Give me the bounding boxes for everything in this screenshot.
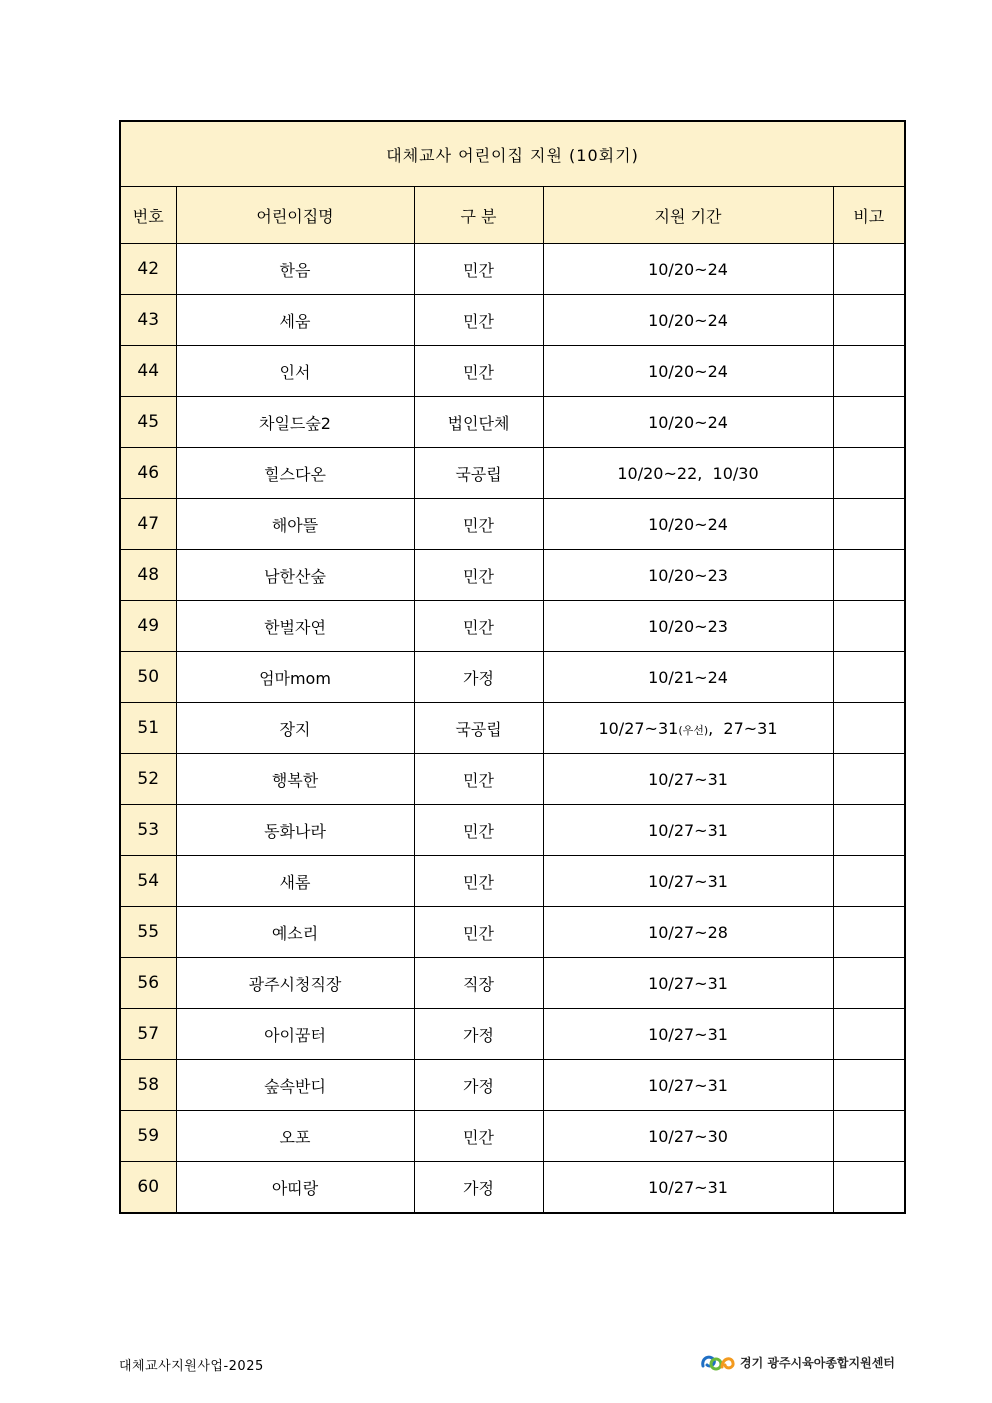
- row-number: 43: [120, 295, 176, 346]
- table-row: [120, 1060, 905, 1111]
- row-note: [833, 346, 905, 397]
- row-name: 장지: [176, 703, 414, 754]
- row-note: [833, 397, 905, 448]
- row-period: 10/21~24: [543, 652, 833, 703]
- row-name: 동화나라: [176, 805, 414, 856]
- row-number: 50: [120, 652, 176, 703]
- row-note: [833, 805, 905, 856]
- row-name: 남한산숲: [176, 550, 414, 601]
- footer-org-name: 경기 광주시육아종합지원센터: [740, 1355, 895, 1370]
- row-name: 해아뜰: [176, 499, 414, 550]
- row-number: 45: [120, 397, 176, 448]
- row-name: 한음: [176, 244, 414, 295]
- row-note: [833, 601, 905, 652]
- row-name: 엄마mom: [176, 652, 414, 703]
- row-name: 차일드숲2: [176, 397, 414, 448]
- row-number: 60: [120, 1162, 176, 1214]
- table-header-row: [120, 187, 905, 244]
- row-period: 10/27~31: [543, 754, 833, 805]
- row-period-note: (우선): [678, 723, 709, 737]
- row-name: 아이꿈터: [176, 1009, 414, 1060]
- table-row: [120, 601, 905, 652]
- footer-organization: [700, 1352, 895, 1372]
- row-type: 민간: [414, 601, 543, 652]
- row-type: 법인단체: [414, 397, 543, 448]
- row-type: 가정: [414, 1162, 543, 1214]
- row-name: 예소리: [176, 907, 414, 958]
- row-number: 58: [120, 1060, 176, 1111]
- table-row: [120, 805, 905, 856]
- column-header-name: 어린이집명: [176, 187, 414, 244]
- row-period: 10/27~31: [543, 856, 833, 907]
- row-number: 48: [120, 550, 176, 601]
- table-row: [120, 295, 905, 346]
- column-header-period: 지원 기간: [543, 187, 833, 244]
- row-name: 광주시청직장: [176, 958, 414, 1009]
- column-header-note: 비고: [833, 187, 905, 244]
- table-row: [120, 652, 905, 703]
- row-type: 국공립: [414, 448, 543, 499]
- row-period: 10/27~28: [543, 907, 833, 958]
- row-type: 직장: [414, 958, 543, 1009]
- row-period: 10/20~24: [543, 499, 833, 550]
- column-header-type: 구 분: [414, 187, 543, 244]
- row-type: 민간: [414, 1111, 543, 1162]
- row-name: 한벌자연: [176, 601, 414, 652]
- row-note: [833, 550, 905, 601]
- row-period: 10/27~31: [543, 958, 833, 1009]
- row-number: 53: [120, 805, 176, 856]
- row-number: 46: [120, 448, 176, 499]
- row-period: 10/27~31: [543, 1162, 833, 1214]
- row-name: 인서: [176, 346, 414, 397]
- row-name: 숲속반디: [176, 1060, 414, 1111]
- row-type: 가정: [414, 1060, 543, 1111]
- row-note: [833, 499, 905, 550]
- table-row: [120, 499, 905, 550]
- row-type: 민간: [414, 856, 543, 907]
- row-type: 민간: [414, 295, 543, 346]
- row-note: [833, 703, 905, 754]
- table-row: [120, 958, 905, 1009]
- table-row: [120, 346, 905, 397]
- row-type: 민간: [414, 907, 543, 958]
- table-row: [120, 1111, 905, 1162]
- row-note: [833, 958, 905, 1009]
- row-period: 10/27~31: [543, 805, 833, 856]
- row-note: [833, 295, 905, 346]
- row-note: [833, 1060, 905, 1111]
- table-row: [120, 703, 905, 754]
- row-number: 55: [120, 907, 176, 958]
- row-period-main: 10/27~31: [598, 718, 679, 738]
- row-period: 10/20~24: [543, 346, 833, 397]
- row-type: 민간: [414, 244, 543, 295]
- row-period: 10/20~23: [543, 550, 833, 601]
- row-number: 56: [120, 958, 176, 1009]
- table-row: [120, 448, 905, 499]
- row-number: 44: [120, 346, 176, 397]
- row-name: 힐스다온: [176, 448, 414, 499]
- column-header-number: 번호: [120, 187, 176, 244]
- row-type: 민간: [414, 499, 543, 550]
- row-period: 10/27~31: [543, 1060, 833, 1111]
- row-note: [833, 754, 905, 805]
- table-row: [120, 244, 905, 295]
- row-number: 49: [120, 601, 176, 652]
- row-note: [833, 652, 905, 703]
- row-note: [833, 448, 905, 499]
- support-table: [119, 120, 906, 1214]
- row-type: 민간: [414, 346, 543, 397]
- row-number: 42: [120, 244, 176, 295]
- row-period: 10/20~24: [543, 244, 833, 295]
- row-type: 민간: [414, 550, 543, 601]
- table-row: [120, 754, 905, 805]
- row-period: 10/20~24: [543, 295, 833, 346]
- row-note: [833, 1162, 905, 1214]
- row-number: 52: [120, 754, 176, 805]
- row-note: [833, 1009, 905, 1060]
- row-name: 세움: [176, 295, 414, 346]
- row-name: 행복한: [176, 754, 414, 805]
- table-row: [120, 397, 905, 448]
- table-row: [120, 1009, 905, 1060]
- table-row: [120, 1162, 905, 1214]
- row-name: 아띠랑: [176, 1162, 414, 1214]
- row-number: 59: [120, 1111, 176, 1162]
- row-period: [543, 703, 833, 754]
- row-period: 10/20~23: [543, 601, 833, 652]
- row-number: 51: [120, 703, 176, 754]
- row-type: 가정: [414, 1009, 543, 1060]
- row-note: [833, 907, 905, 958]
- row-type: 민간: [414, 805, 543, 856]
- row-number: 57: [120, 1009, 176, 1060]
- row-type: 가정: [414, 652, 543, 703]
- row-type: 민간: [414, 754, 543, 805]
- row-period: 10/27~30: [543, 1111, 833, 1162]
- table-row: [120, 907, 905, 958]
- row-note: [833, 1111, 905, 1162]
- row-period: 10/20~22, 10/30: [543, 448, 833, 499]
- row-period: 10/20~24: [543, 397, 833, 448]
- table-row: [120, 856, 905, 907]
- row-type: 국공립: [414, 703, 543, 754]
- table-body: [120, 244, 905, 1214]
- table-title-row: [120, 121, 905, 187]
- footer-program-label: 대체교사지원사업-2025: [119, 1359, 264, 1374]
- row-period: 10/27~31: [543, 1009, 833, 1060]
- center-logo-icon: [700, 1352, 736, 1372]
- row-note: [833, 244, 905, 295]
- row-name: 오포: [176, 1111, 414, 1162]
- table-row: [120, 550, 905, 601]
- table-title: 대체교사 어린이집 지원 (10회기): [120, 121, 905, 187]
- row-period-extra: , 27~31: [708, 718, 778, 738]
- row-number: 47: [120, 499, 176, 550]
- row-name: 새롬: [176, 856, 414, 907]
- row-number: 54: [120, 856, 176, 907]
- row-note: [833, 856, 905, 907]
